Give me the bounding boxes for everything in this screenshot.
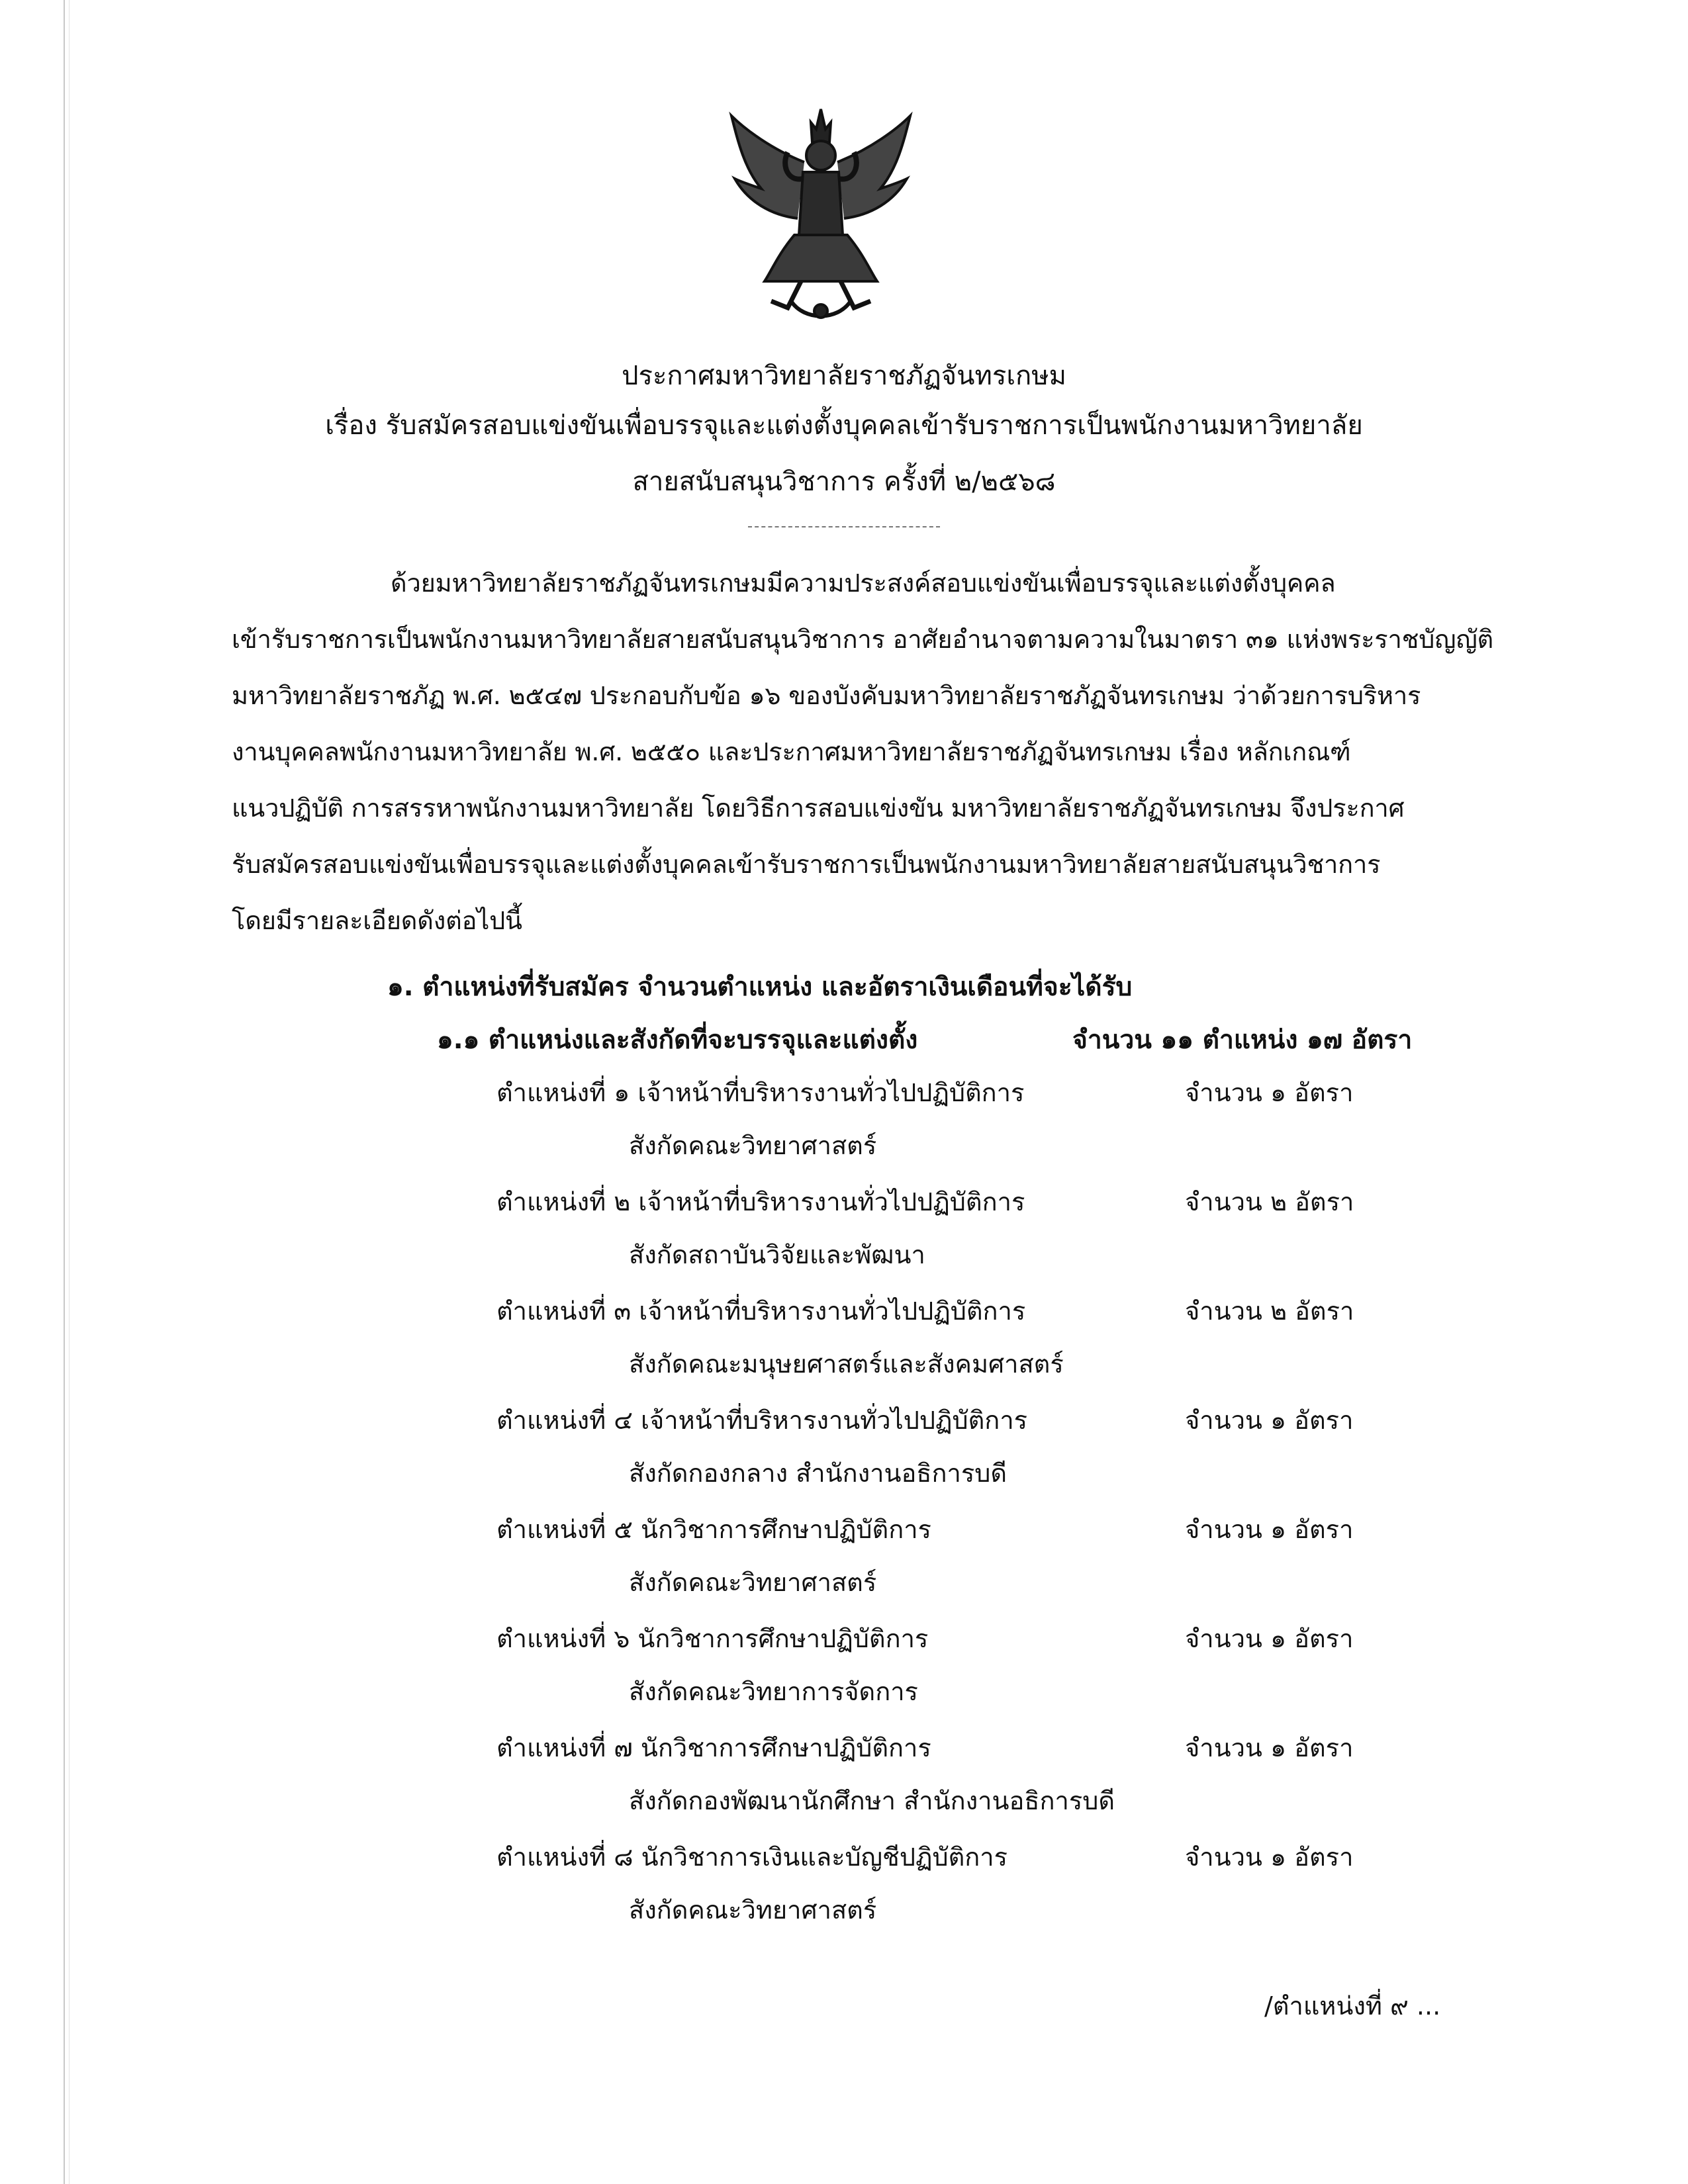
- position-count: จำนวน ๑ อัตรา: [1185, 1843, 1354, 1872]
- paragraph-line: เข้ารับราชการเป็นพนักงานมหาวิทยาลัยสายสนับสนุนวิชาการ อาศัยอำนาจตามความในมาตรา ๓๑ แห่งพระราชบัญญัติ: [232, 625, 1493, 654]
- position-label: ตำแหน่งที่ ๓ เจ้าหน้าที่บริหารงานทั่วไปปฏิบัติการ: [496, 1297, 1026, 1326]
- position-label: ตำแหน่งที่ ๘ นักวิชาการเงินและบัญชีปฏิบัติการ: [496, 1843, 1008, 1872]
- heading-divider: [748, 526, 940, 527]
- position-label: ตำแหน่งที่ ๑ เจ้าหน้าที่บริหารงานทั่วไปปฏิบัติการ: [496, 1078, 1025, 1107]
- garuda-emblem: [725, 103, 917, 328]
- announcement-subject: เรื่อง รับสมัครสอบแข่งขันเพื่อบรรจุและแต่งตั้งบุคคลเข้ารับราชการเป็นพนักงานมหาวิทยาลัย: [325, 410, 1363, 441]
- position-count: จำนวน ๑ อัตรา: [1185, 1078, 1354, 1107]
- position-unit: สังกัดกองพัฒนานักศึกษา สำนักงานอธิการบดี: [629, 1786, 1115, 1815]
- position-unit: สังกัดสถาบันวิจัยและพัฒนา: [629, 1240, 925, 1269]
- paragraph-line: งานบุคคลพนักงานมหาวิทยาลัย พ.ศ. ๒๕๕๐ และประกาศมหาวิทยาลัยราชภัฏจันทรเกษม เรื่อง หลักเกณฑ์: [232, 737, 1351, 766]
- position-unit: สังกัดคณะวิทยาศาสตร์: [629, 1131, 877, 1160]
- subsection-title: ๑.๑ ตำแหน่งและสังกัดที่จะบรรจุและแต่งตั้ง: [437, 1025, 918, 1055]
- position-unit: สังกัดคณะมนุษยศาสตร์และสังคมศาสตร์: [629, 1349, 1064, 1379]
- position-unit: สังกัดคณะวิทยาการจัดการ: [629, 1677, 918, 1706]
- page-continuation-note: /ตำแหน่งที่ ๙ ...: [1264, 1991, 1441, 2021]
- paragraph-line: มหาวิทยาลัยราชภัฏ พ.ศ. ๒๕๔๗ ประกอบกับข้อ ๑๖ ของบังคับมหาวิทยาลัยราชภัฏจันทรเกษม ว่าด้วยการบริหาร: [232, 681, 1421, 710]
- position-unit: สังกัดกองกลาง สำนักงานอธิการบดี: [629, 1459, 1008, 1488]
- position-count: จำนวน ๑ อัตรา: [1185, 1515, 1354, 1544]
- position-count: จำนวน ๑ อัตรา: [1185, 1733, 1354, 1762]
- position-label: ตำแหน่งที่ ๖ นักวิชาการศึกษาปฏิบัติการ: [496, 1624, 929, 1653]
- scan-edge-line: [64, 0, 65, 2184]
- position-unit: สังกัดคณะวิทยาศาสตร์: [629, 1895, 877, 1925]
- position-label: ตำแหน่งที่ ๕ นักวิชาการศึกษาปฏิบัติการ: [496, 1515, 931, 1544]
- section-title: ๑. ตำแหน่งที่รับสมัคร จำนวนตำแหน่ง และอัตราเงินเดือนที่จะได้รับ: [387, 972, 1133, 1002]
- paragraph-line: รับสมัครสอบแข่งขันเพื่อบรรจุและแต่งตั้งบุคคลเข้ารับราชการเป็นพนักงานมหาวิทยาลัยสายสนับสนุนวิชาการ: [232, 850, 1381, 879]
- paragraph-line: ด้วยมหาวิทยาลัยราชภัฏจันทรเกษมมีความประสงค์สอบแข่งขันเพื่อบรรจุและแต่งตั้งบุคคล: [391, 569, 1336, 598]
- position-label: ตำแหน่งที่ ๗ นักวิชาการศึกษาปฏิบัติการ: [496, 1733, 931, 1762]
- paragraph-line: โดยมีรายละเอียดดังต่อไปนี้: [232, 906, 522, 935]
- announcement-subject-continued: สายสนับสนุนวิชาการ ครั้งที่ ๒/๒๕๖๘: [632, 467, 1056, 497]
- position-label: ตำแหน่งที่ ๔ เจ้าหน้าที่บริหารงานทั่วไปปฏิบัติการ: [496, 1406, 1028, 1435]
- position-label: ตำแหน่งที่ ๒ เจ้าหน้าที่บริหารงานทั่วไปปฏิบัติการ: [496, 1187, 1025, 1216]
- paragraph-line: แนวปฏิบัติ การสรรหาพนักงานมหาวิทยาลัย โดยวิธีการสอบแข่งขัน มหาวิทยาลัยราชภัฏจันทรเกษม จึงประกาศ: [232, 794, 1405, 823]
- scan-edge-line: [69, 0, 70, 2184]
- announcement-issuer: ประกาศมหาวิทยาลัยราชภัฏจันทรเกษม: [622, 361, 1066, 391]
- position-unit: สังกัดคณะวิทยาศาสตร์: [629, 1568, 877, 1597]
- position-count: จำนวน ๑ อัตรา: [1185, 1406, 1354, 1435]
- subsection-total: จำนวน ๑๑ ตำแหน่ง ๑๗ อัตรา: [1072, 1025, 1413, 1055]
- position-count: จำนวน ๒ อัตรา: [1185, 1297, 1354, 1326]
- position-count: จำนวน ๒ อัตรา: [1185, 1187, 1354, 1216]
- position-count: จำนวน ๑ อัตรา: [1185, 1624, 1354, 1653]
